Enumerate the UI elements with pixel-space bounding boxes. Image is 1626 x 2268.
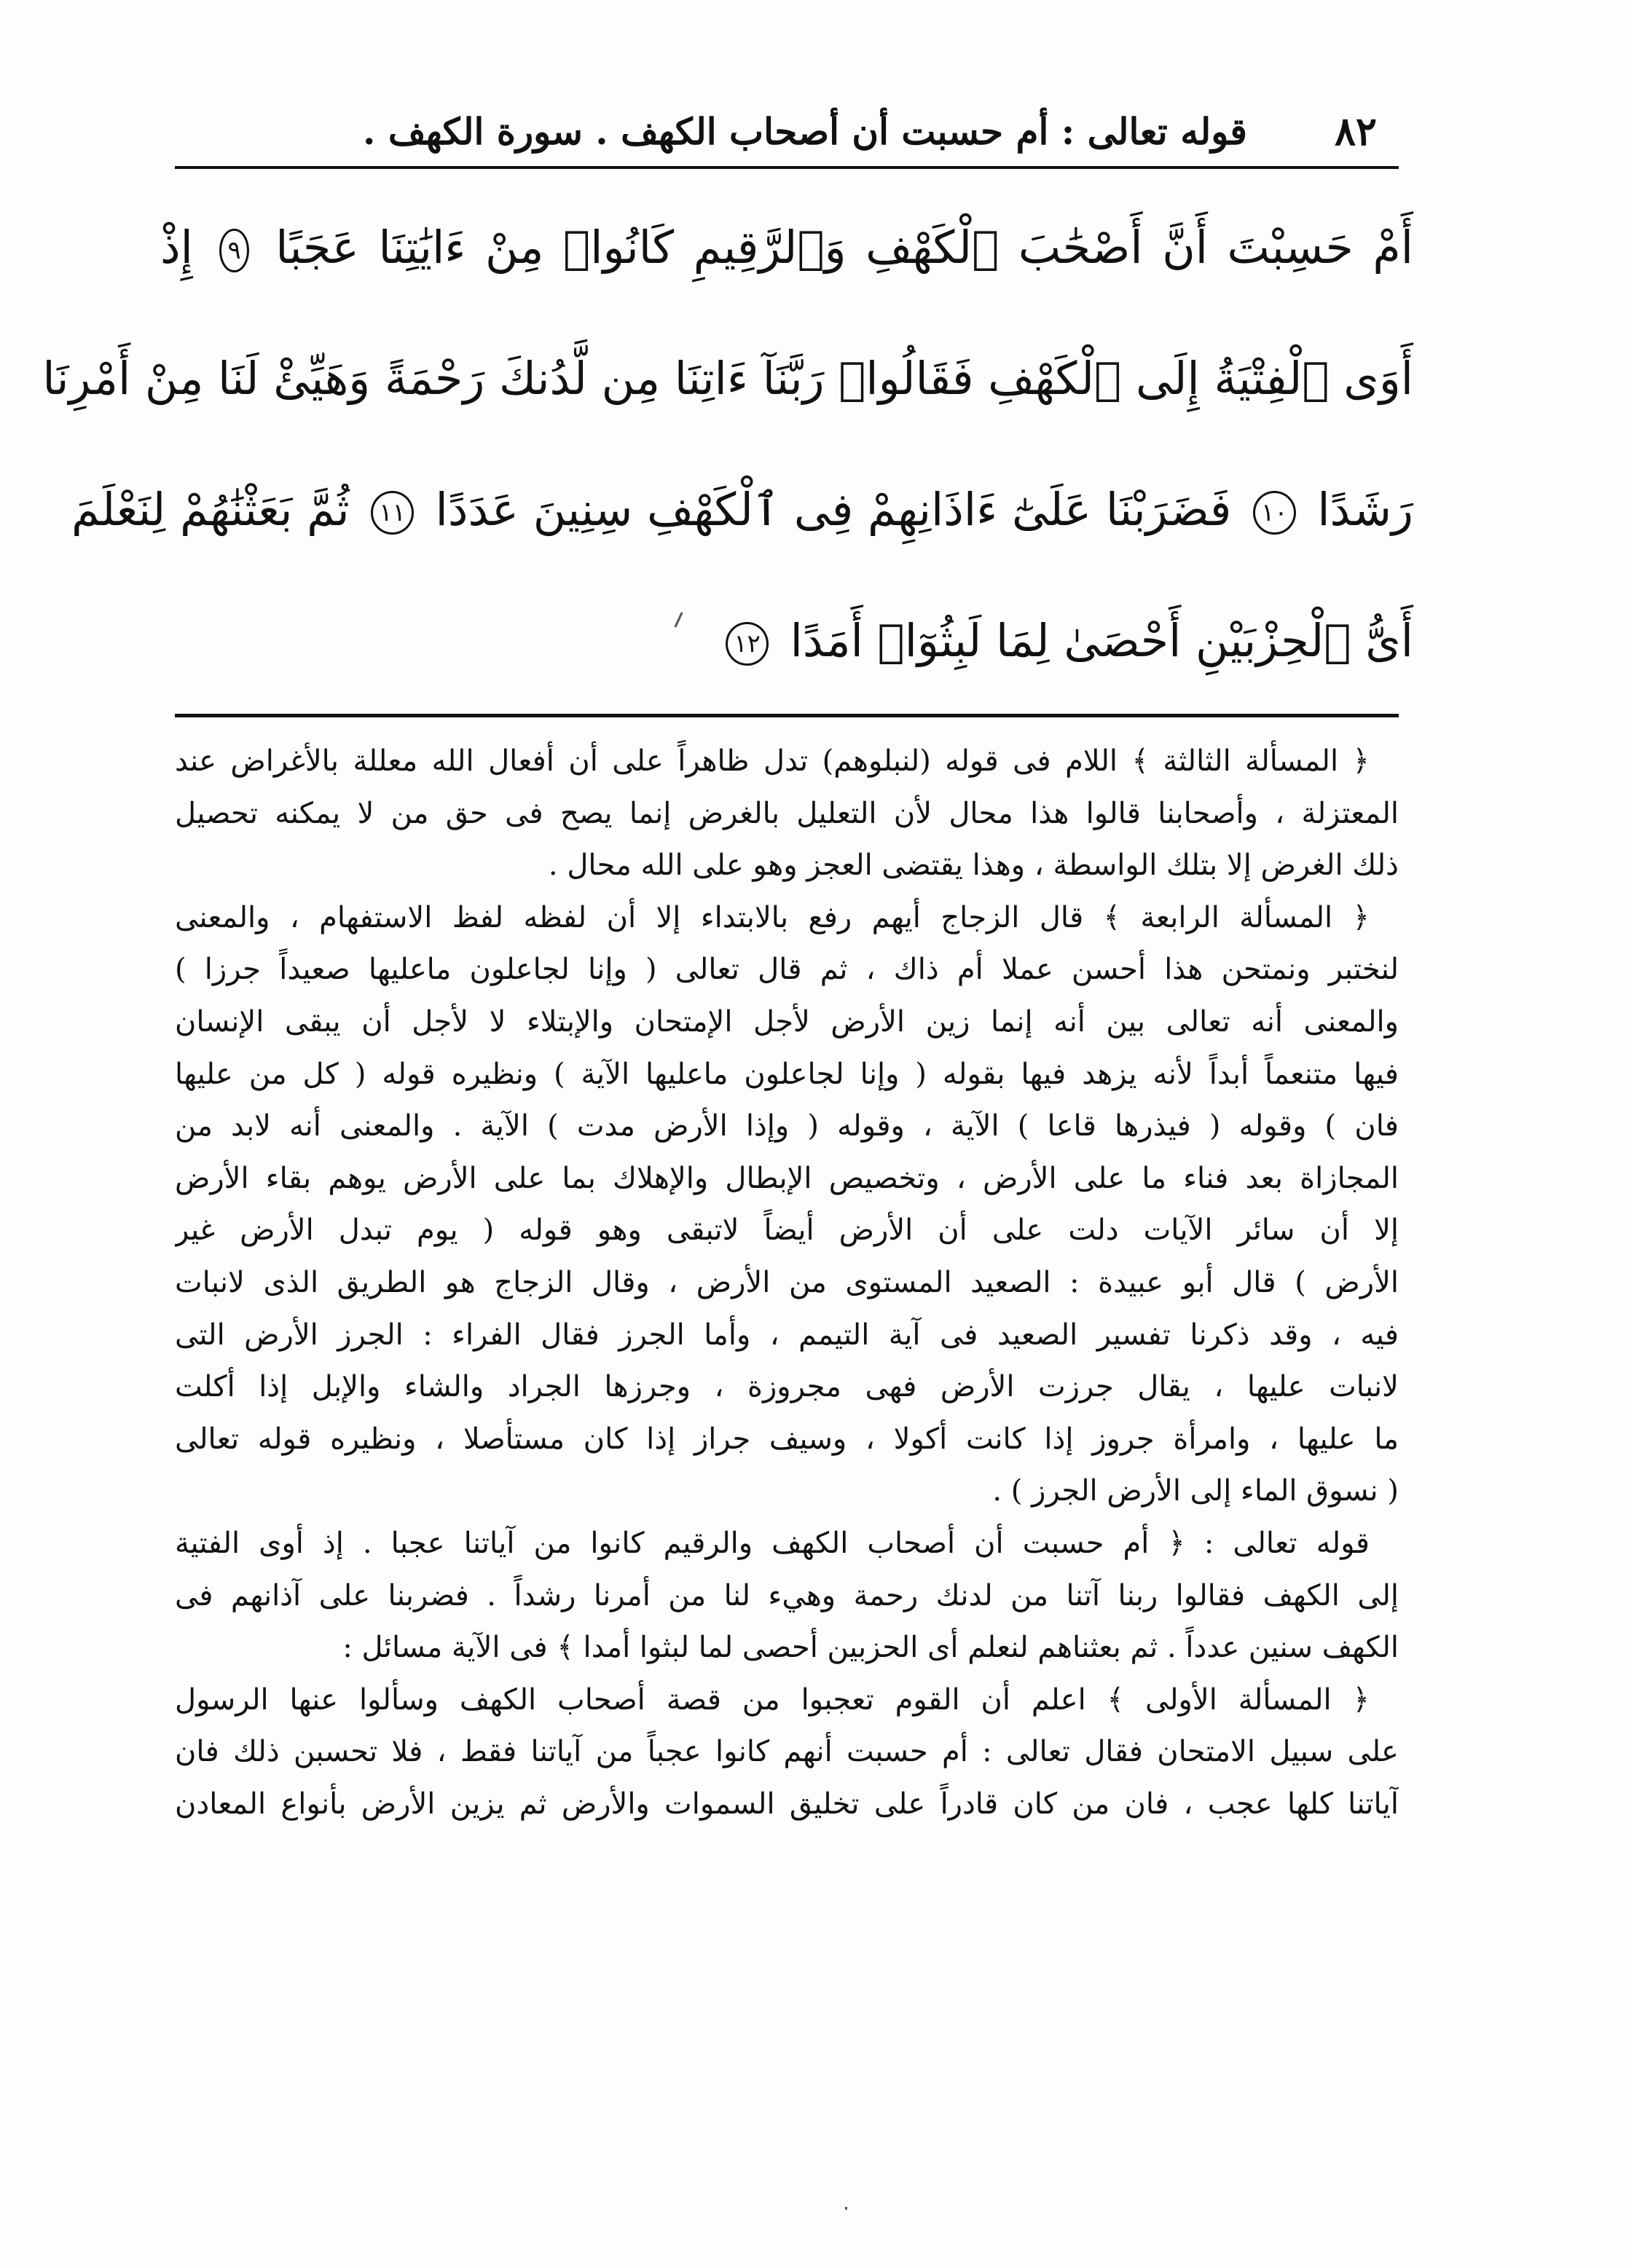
text-line: إلا أن سائر الآيات دلت على أن الأرض أيضاً لاتبقى وهو قوله ( يوم تبدل الأرض غير bbox=[175, 1213, 1399, 1248]
text-line: والمعنى أنه تعالى بين أنه إنما زين الأرض لأجل الإمتحان والإبتلاء لا لأجل أن يبقى الإنسان bbox=[175, 1004, 1399, 1039]
scan-speck bbox=[845, 2207, 847, 2210]
text-line: ﴿ المسألة الثالثة ﴾ اللام فى قوله (لنبلوهم) تدل ظاهراً على أن أفعال الله معللة بالأغراض عند bbox=[175, 744, 1370, 778]
paragraph-first-issue bbox=[175, 1674, 1399, 1831]
paragraph-verse-quote bbox=[175, 1518, 1399, 1674]
text-line: المجازاة بعد فناء ما على الأرض ، وتخصيص الإبطال والإهلاك بما على الأرض يوهم بقاء الأرض bbox=[175, 1161, 1399, 1195]
verse-number-marker: ١١ bbox=[371, 491, 414, 535]
text-line: ( نسوق الماء إلى الأرض الجرز ) . bbox=[992, 1474, 1399, 1508]
running-title: قوله تعالى : أم حسبت أن أصحاب الكهف . سورة الكهف . bbox=[363, 109, 1247, 153]
text-line: فيها متنعماً أبداً لأنه يزهد فيها بقوله ( وإنا لجاعلون ماعليها الآية ) ونظيره قوله ( كل من عليها bbox=[175, 1057, 1399, 1091]
text-line: ﴿ المسألة الأولى ﴾ اعلم أن القوم تعجبوا من قصة أصحاب الكهف وسألوا عنها الرسول bbox=[175, 1682, 1370, 1717]
text-line: ما عليها ، وامرأة جروز إذا كانت أكولا ، وسيف جراز إذا كان مستأصلا ، ونظيره قوله تعالى bbox=[175, 1422, 1399, 1456]
text-line: فان ) وقوله ( فيذرها قاعا ) الآية ، وقوله ( وإذا الأرض مدت ) الآية . والمعنى أنه لابد من bbox=[175, 1109, 1399, 1143]
text-line: قوله تعالى : ﴿ أم حسبت أن أصحاب الكهف والرقيم كانوا من آياتنا عجبا . إذ أوى الفتية bbox=[175, 1526, 1370, 1560]
text-line: آياتنا كلها عجب ، فان من كان قادراً على تخليق السموات والأرض ثم يزين الأرض بأنواع المعادن bbox=[175, 1787, 1399, 1821]
verse-text: أَىُّ ٱلْحِزْبَيْنِ أَحْصَىٰ لِمَا لَبِثُوٓا۟ أَمَدًا bbox=[790, 614, 1413, 667]
verse-text: فَضَرَبْنَا عَلَىٰٓ ءَاذَانِهِمْ فِى ٱلْكَهْفِ سِنِينَ عَدَدًا bbox=[435, 483, 1232, 536]
text-line: المعتزلة ، وأصحابنا قالوا هذا محال لأن التعليل بالغرض إنما يصح فى حق من لا يمكنه تحصيل bbox=[175, 796, 1399, 830]
verse-text: ثُمَّ بَعَثْنَٰهُمْ لِنَعْلَمَ bbox=[71, 483, 350, 536]
text-line: فيه ، وقد ذكرنا تفسير الصعيد فى آية التيمم ، وأما الجرز فقال الفراء : الجرز الأرض التى bbox=[175, 1318, 1399, 1352]
verse-text: رَشَدًا bbox=[1317, 483, 1413, 536]
verse-line bbox=[71, 444, 1413, 575]
text-line: على سبيل الامتحان فقال تعالى : أم حسبت أنهم كانوا عجباً من آياتنا فقط ، فلا تحسبن ذلك فان bbox=[175, 1735, 1399, 1769]
text-line: لنختبر ونمتحن هذا أحسن عملا أم ذاك ، ثم قال تعالى ( وإنا لجاعلون ماعليها صعيداً جرزا ) bbox=[175, 953, 1399, 987]
text-line: لانبات عليها ، يقال جرزت الأرض فهى مجروزة ، وجرزها الجراد والشاء والإبل إذا أكلت bbox=[175, 1370, 1399, 1404]
verse-number-marker: ١٢ bbox=[726, 622, 769, 666]
verse-text: إِذْ bbox=[160, 221, 193, 274]
header-rule bbox=[175, 166, 1399, 169]
verse-text: أَوَى ٱلْفِتْيَةُ إِلَى ٱلْكَهْفِ فَقَالُوا۟ رَبَّنَآ ءَاتِنَا مِن لَّدُنكَ رَحْمَةً وَهَيِّئْ لَنَا مِنْ أَمْرِنَا bbox=[42, 352, 1413, 405]
verse-number-marker: ١٠ bbox=[1253, 491, 1296, 535]
page-header bbox=[175, 102, 1377, 160]
paragraph-third-issue bbox=[175, 736, 1399, 892]
verse-line bbox=[160, 182, 1413, 313]
section-divider-rule bbox=[175, 714, 1399, 717]
page-number: ٨٢ bbox=[1334, 108, 1377, 154]
quran-verses-block bbox=[42, 182, 1413, 706]
text-line: ذلك الغرض إلا بتلك الواسطة ، وهذا يقتضى العجز وهو على الله محال . bbox=[548, 848, 1399, 883]
text-line: إلى الكهف فقالوا ربنا آتنا من لدنك رحمة وهيء لنا من أمرنا رشداً . فضربنا على آذانهم فى bbox=[175, 1578, 1399, 1613]
text-line: ﴿ المسألة الرابعة ﴾ قال الزجاج أيهم رفع بالابتداء إلا أن لفظه لفظ الاستفهام ، والمعنى bbox=[175, 900, 1370, 934]
verse-number-marker: ٩ bbox=[219, 229, 248, 272]
text-line: الكهف سنين عدداً . ثم بعثناهم لنعلم أى الحزبين أحصى لما لبثوا أمدا ﴾ فى الآية مسائل : bbox=[342, 1631, 1399, 1665]
paragraph-fourth-issue bbox=[175, 892, 1399, 1518]
verse-line bbox=[160, 575, 1413, 706]
verse-text: أَمْ حَسِبْتَ أَنَّ أَصْحَٰبَ ٱلْكَهْفِ وَٱلرَّقِيمِ كَانُوا۟ مِنْ ءَايَٰتِنَا عَجَبًا bbox=[275, 221, 1413, 274]
text-line: الأرض ) قال أبو عبيدة : الصعيد المستوى من الأرض ، وقال الزجاج هو الطريق الذى لانبات bbox=[175, 1265, 1399, 1299]
commentary-text bbox=[175, 736, 1399, 1830]
verse-line bbox=[42, 313, 1413, 444]
